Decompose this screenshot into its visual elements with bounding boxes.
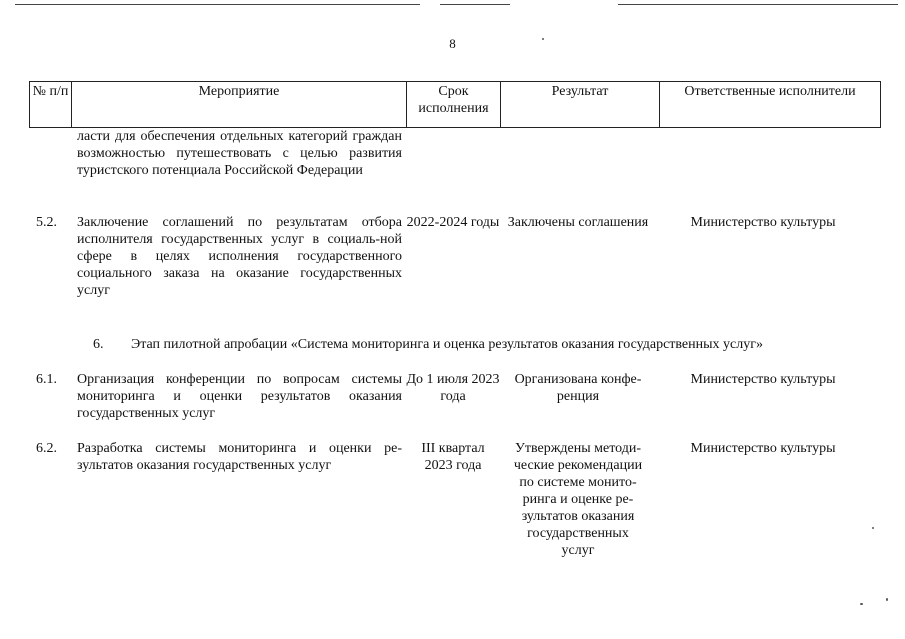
row-term: 2022-2024 годы [406,215,500,230]
top-border-line [15,4,420,5]
row-executors: Министерство культуры [690,372,836,387]
header-result: Результат [501,82,660,128]
header-executors: Ответственные исполнители [660,82,881,128]
section-title: Этап пилотной апробации «Система мониторинга и оценка результатов оказания государственных услуг» [131,337,763,352]
row-number: 5.2. [36,215,57,230]
row-number: 6.2. [36,441,57,456]
row-executors: Министерство культуры [690,215,836,230]
row-result: Организована конфе- ренция [514,372,642,404]
row-event: Организация конференции по вопросам системы мониторинга и оценки результатов оказания государственных услуг [77,372,402,421]
page-number: 8 [449,36,456,51]
row-event: ласти для обеспечения отдельных категорий граждан возможностью путешествовать с целью развития туристского потенциала Российской Федерации [77,129,402,178]
header-num: № п/п [30,82,72,128]
scan-speck [872,527,874,529]
row-term: До 1 июля 2023 года [406,372,500,404]
scan-speck [860,603,863,605]
top-border-line [440,4,510,5]
row-event: Заключение соглашений по результатам отбора исполнителя государственных услуг в социаль-ной сфере в целях исполнения государственного социального заказа на оказание государственных услуг [77,215,402,298]
section-number: 6. [93,337,104,352]
scan-speck [886,598,888,601]
row-event: Разработка системы мониторинга и оценки ре-зультатов оказания государственных услуг [77,441,402,473]
header-event: Мероприятие [72,82,407,128]
row-result: Заключены соглашения [507,215,649,230]
header-term: Срок исполнения [407,82,501,128]
top-border-line [618,4,898,5]
table-header [29,81,881,128]
row-number: 6.1. [36,372,57,387]
scan-speck [542,38,544,40]
row-term: III квартал 2023 года [421,441,485,473]
row-executors: Министерство культуры [690,441,836,456]
row-result: Утверждены методи- ческие рекомендации по системе монито- ринга и оценке ре- зультатов оказания государственных услуг [513,441,643,558]
